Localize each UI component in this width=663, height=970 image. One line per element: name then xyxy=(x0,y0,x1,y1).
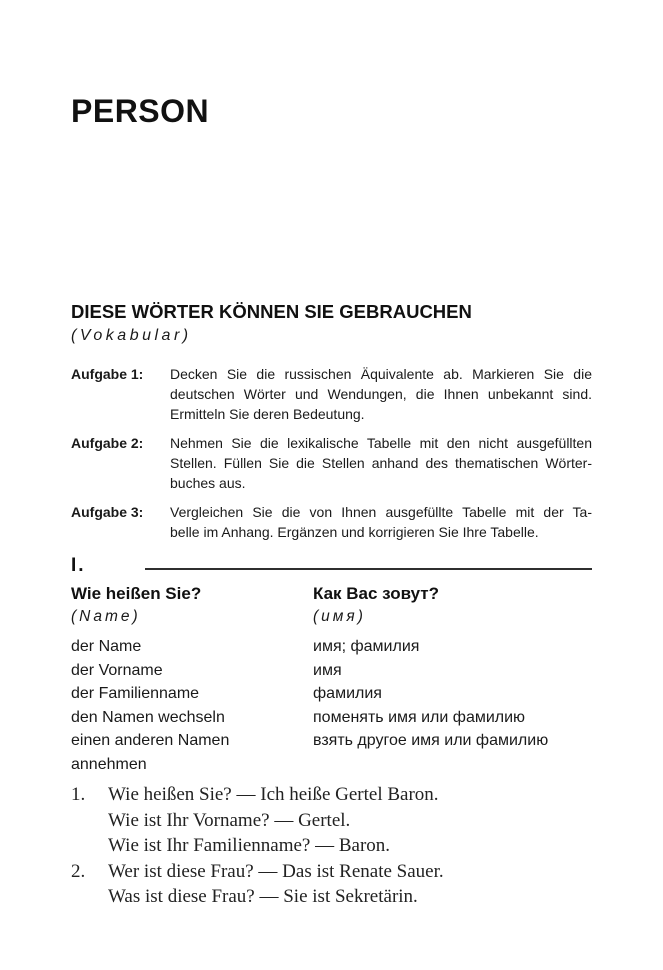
dialogue-lines xyxy=(108,859,592,910)
vocab-header-ru: Как Вас зовут? xyxy=(313,584,439,603)
task-2-line: buches aus. xyxy=(170,475,246,491)
dialogue-line: Wie heißen Sie? — Ich heiße Gertel Baron. xyxy=(108,784,439,805)
task-1-line: Ermitteln Sie deren Bedeutung. xyxy=(170,406,365,422)
vocab-header-de: Wie heißen Sie? xyxy=(71,584,202,603)
vocab-row xyxy=(71,635,592,659)
dialogue-line: Was ist diese Frau? — Sie ist Sekretärin. xyxy=(108,886,418,907)
dialogue-lines xyxy=(108,782,592,859)
vocab-header-row xyxy=(71,583,592,605)
task-1-label: Aufgabe 1: xyxy=(71,366,144,382)
vocab-term-de-line: annehmen xyxy=(71,755,147,773)
vocab-term-de xyxy=(71,729,313,776)
vocab-subheader-row xyxy=(71,605,592,628)
task-2 xyxy=(71,433,592,493)
vocab-term-ru: имя; фамилия xyxy=(313,638,420,655)
vocab-row xyxy=(71,706,592,730)
dialogue-number: 2. xyxy=(71,860,86,882)
task-2-body xyxy=(170,433,592,493)
vocab-section-heading-block xyxy=(71,301,592,347)
task-2-line: Stellen. Füllen Sie die Stellen anhand des thematischen Wörter- xyxy=(170,455,592,471)
vocab-row xyxy=(71,729,592,776)
section-numeral: I. xyxy=(71,555,86,576)
dialogue-list xyxy=(71,782,592,910)
task-1-body xyxy=(170,364,592,424)
task-1 xyxy=(71,364,592,424)
task-3 xyxy=(71,502,592,542)
dialogue-item-1 xyxy=(71,782,592,859)
vocab-term-de: der Vorname xyxy=(71,661,163,679)
dialogue-line: Wie ist Ihr Vorname? — Gertel. xyxy=(108,809,351,831)
section-i-header xyxy=(71,556,592,576)
vocab-term-de: der Name xyxy=(71,638,142,655)
page-title: PERSON xyxy=(71,93,210,129)
section-rule-divider xyxy=(145,568,592,570)
vocab-term-de: der Familienname xyxy=(71,685,200,703)
dialogue-item-2 xyxy=(71,859,592,910)
vocab-section-subheading: (Vokabular) xyxy=(71,327,192,344)
vocab-term-ru: взять другое имя или фамилию xyxy=(313,732,549,750)
vocab-entries xyxy=(71,635,592,777)
vocab-term-ru: фамилия xyxy=(313,685,382,703)
dialogue-line: Wie ist Ihr Familienname? — Baron. xyxy=(108,835,391,856)
task-list xyxy=(71,364,592,542)
task-1-line: deutschen Wörter und Wendungen, die Ihnen unbekannt sind. xyxy=(170,386,592,402)
vocab-table xyxy=(71,583,592,777)
dialogue-line: Wer ist diese Frau? — Das ist Renate Sauer. xyxy=(108,860,444,882)
dialogue-number: 1. xyxy=(71,784,86,805)
vocab-term-ru: имя xyxy=(313,661,342,679)
task-1-line: Decken Sie die russischen Äquivalente ab. Markieren Sie die xyxy=(170,366,592,382)
task-3-line: belle im Anhang. Ergänzen und korrigieren Sie Ihre Tabelle. xyxy=(170,524,539,540)
task-3-label: Aufgabe 3: xyxy=(71,504,144,520)
task-2-label: Aufgabe 2: xyxy=(71,435,144,451)
vocab-row xyxy=(71,682,592,706)
vocab-subheader-de: (Name) xyxy=(71,608,141,625)
task-3-line: Vergleichen Sie die von Ihnen ausgefüllte Tabelle mit der Ta- xyxy=(170,504,592,520)
vocab-subheader-ru: (имя) xyxy=(313,608,366,625)
task-3-body xyxy=(170,502,592,542)
vocab-term-de-line: einen anderen Namen xyxy=(71,732,230,750)
vocab-term-de: den Namen wechseln xyxy=(71,708,225,726)
vocab-section-heading: DIESE WÖRTER KÖNNEN SIE GEBRAUCHEN xyxy=(71,301,472,322)
task-2-line: Nehmen Sie die lexikalische Tabelle mit den nicht ausgefüllten xyxy=(170,435,592,451)
vocab-term-ru: поменять имя или фамилию xyxy=(313,708,526,726)
vocab-row xyxy=(71,659,592,683)
